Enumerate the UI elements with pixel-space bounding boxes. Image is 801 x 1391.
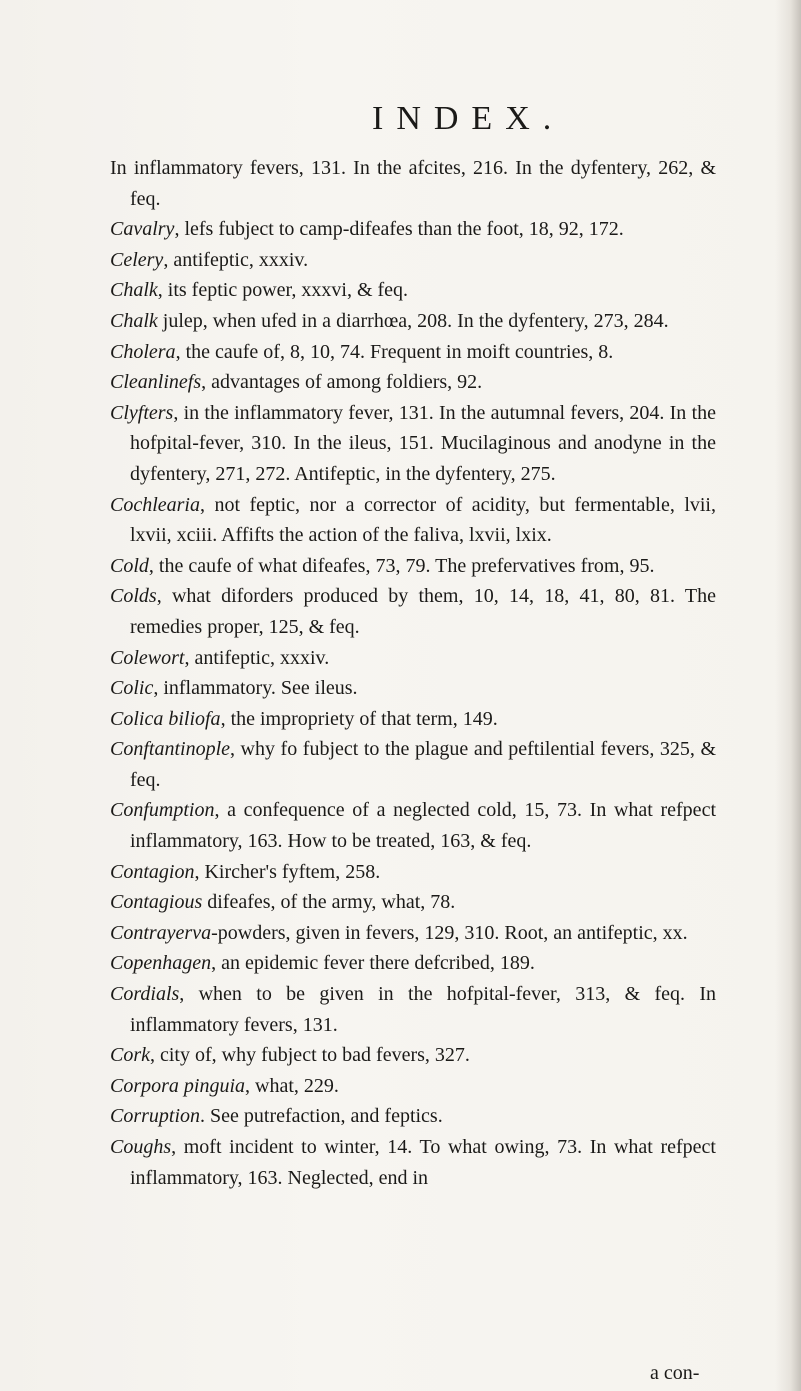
entry-term: Colds — [110, 585, 157, 608]
entry-term: Colic — [110, 677, 154, 700]
entry-text: , advantages of among foldiers, 92. — [201, 371, 483, 394]
entry-text: , moft incident to winter, 14. To what owing, 73. In what refpect inflammatory, 163. Neglected, end in — [130, 1136, 716, 1189]
entry-term: Conftantinople — [110, 738, 230, 761]
index-entries — [110, 153, 716, 1193]
entry-term: Corruption — [110, 1105, 201, 1128]
entry-text: , city of, why fubject to bad fevers, 327. — [150, 1044, 470, 1067]
entry-text: , antifeptic, xxxiv. — [184, 646, 330, 669]
index-entry — [110, 1071, 716, 1102]
index-entry — [110, 1040, 716, 1071]
entry-text: , not feptic, nor a corrector of acidity, but fermentable, lvii, lxvii, xciii. Affifts the action of the faliva, lxvii, lxix. — [130, 493, 716, 547]
entry-text: difeafes, of the army, what, 78. — [202, 891, 456, 914]
index-entry — [110, 857, 716, 888]
index-entry — [110, 306, 716, 337]
entry-text: , a confequence of a neglected cold, 15, 73. In what refpect inflammatory, 163. How to be treated, 163, & feq. — [130, 799, 716, 853]
entry-term: Contagion — [110, 860, 195, 883]
catchword: a con- — [650, 1362, 700, 1384]
entry-text: , its feptic power, xxxvi, & feq. — [157, 279, 409, 302]
entry-term: Colewort — [110, 646, 185, 669]
entry-text: , lefs fubject to camp-difeafes than the foot, 18, 92, 172. — [174, 218, 624, 241]
entry-text: , when to be given in the hofpital-fever, 313, & feq. In inflammatory fevers, 131. — [130, 983, 716, 1036]
index-entry — [110, 214, 716, 245]
entry-text: , the caufe of what difeafes, 73, 79. The prefervatives from, 95. — [148, 554, 655, 577]
entry-text: , an epidemic fever there defcribed, 189. — [211, 952, 535, 975]
entry-term: Cleanlinefs — [110, 371, 202, 394]
index-entry — [110, 490, 716, 551]
entry-text: julep, when ufed in a diarrhœa, 208. In the dyfentery, 273, 284. — [157, 309, 669, 332]
index-entry — [110, 581, 716, 642]
entry-term: Cork — [110, 1044, 150, 1067]
index-entry — [110, 704, 716, 735]
entry-term: Chalk — [110, 309, 158, 332]
entry-term: Chalk — [110, 279, 158, 302]
entry-term: Cold — [110, 554, 149, 577]
entry-text: , Kircher's fyftem, 258. — [194, 860, 381, 883]
index-entry — [110, 153, 716, 214]
entry-text: , the impropriety of that term, 149. — [220, 707, 498, 730]
entry-term: Copenhagen — [110, 952, 212, 975]
entry-text: -powders, given in fevers, 129, 310. Root, an antifeptic, xx. — [211, 921, 688, 944]
entry-term: Celery — [110, 248, 164, 271]
entry-term: Corpora pinguia — [110, 1074, 246, 1097]
index-entry — [110, 979, 716, 1040]
page-edge-shadow — [775, 0, 801, 1391]
index-entry — [110, 734, 716, 795]
entry-term: Contagious — [110, 891, 203, 914]
entry-term: Contrayerva — [110, 921, 212, 944]
entry-text: , antifeptic, xxxiv. — [163, 248, 309, 271]
entry-text: , what diforders produced by them, 10, 14, 18, 41, 80, 81. The remedies proper, 125, & feq. — [130, 585, 716, 638]
index-entry — [110, 673, 716, 704]
entry-term: Clyfters — [110, 401, 174, 424]
entry-term: Colica biliofa — [110, 707, 221, 730]
index-entry — [110, 795, 716, 856]
index-entry — [110, 367, 716, 398]
index-entry — [110, 551, 716, 582]
index-entry — [110, 1101, 716, 1132]
entry-term: Confumption — [110, 799, 215, 822]
index-entry — [110, 245, 716, 276]
entry-term: Cochlearia — [110, 493, 200, 516]
index-entry — [110, 275, 716, 306]
index-entry — [110, 1132, 716, 1193]
entry-term: Cordials — [110, 983, 180, 1006]
entry-text: In inflammatory fevers, 131. In the afcites, 216. In the dyfentery, 262, & feq. — [110, 157, 716, 210]
entry-term: Coughs — [110, 1136, 172, 1158]
entry-text: , the caufe of, 8, 10, 74. Frequent in moift countries, 8. — [175, 340, 614, 363]
page-header: INDEX. — [372, 100, 565, 137]
index-entry — [110, 887, 716, 918]
entry-text: . See putrefaction, and feptics. — [200, 1105, 443, 1128]
index-entry — [110, 398, 716, 490]
entry-text: , in the inflammatory fever, 131. In the autumnal fevers, 204. In the hofpital-fever, 310. In the ileus, 151. Mucilaginous and anodyne in the dyfentery, 271, 272. Antifeptic, in the dyfentery, 275. — [130, 401, 716, 485]
entry-text: , inflammatory. See ileus. — [153, 677, 358, 700]
entry-term: Cholera — [110, 340, 176, 363]
entry-text: , what, 229. — [245, 1074, 339, 1097]
entry-text: , why fo fubject to the plague and peftilential fevers, 325, & feq. — [130, 738, 716, 791]
index-entry — [110, 948, 716, 979]
index-entry — [110, 337, 716, 368]
index-entry — [110, 918, 716, 949]
index-entry — [110, 643, 716, 674]
entry-term: Cavalry — [110, 218, 175, 241]
